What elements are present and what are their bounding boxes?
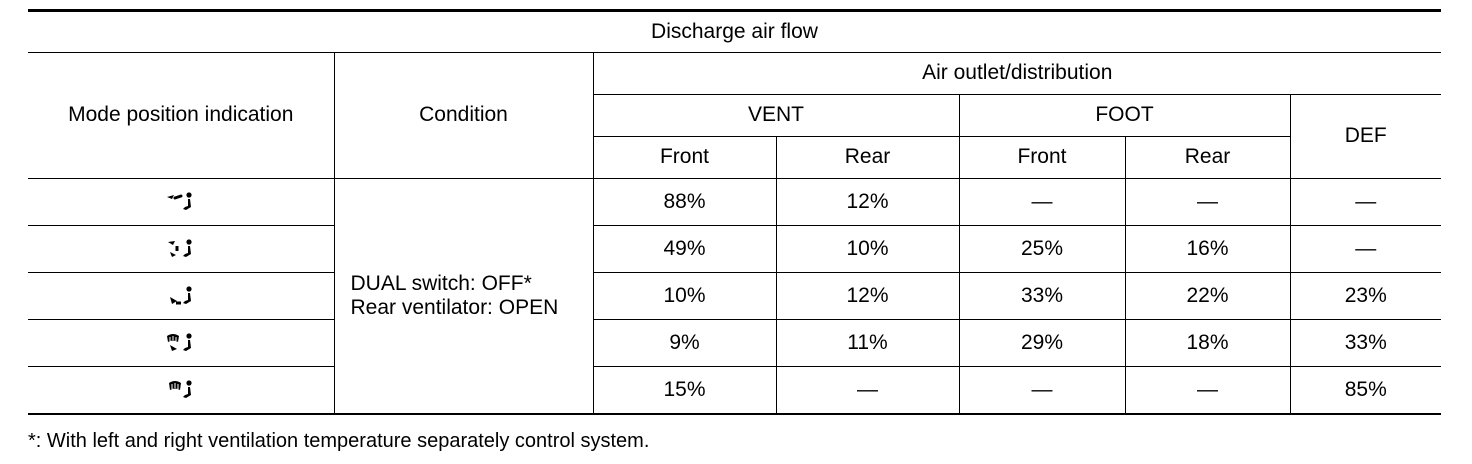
mode-vent-icon — [164, 189, 198, 215]
table-row — [28, 179, 1441, 226]
cell-def: 23% — [1290, 273, 1441, 320]
condition-line-dual: DUAL switch: OFF* — [350, 271, 532, 295]
header-mode: Mode position indication — [28, 53, 334, 179]
cell-foot-rear: 16% — [1125, 226, 1290, 273]
mode-cell — [28, 273, 334, 320]
cell-foot-rear: — — [1125, 179, 1290, 226]
discharge-air-flow-table-wrapper — [28, 9, 1441, 415]
header-vent-rear: Rear — [776, 137, 959, 179]
cell-foot-rear: — — [1125, 367, 1290, 414]
cell-foot-front: 33% — [959, 273, 1125, 320]
mode-cell — [28, 226, 334, 273]
cell-foot-front: 25% — [959, 226, 1125, 273]
cell-foot-rear: 18% — [1125, 320, 1290, 367]
cell-def: — — [1290, 226, 1441, 273]
header-air-outlet: Air outlet/distribution — [593, 53, 1441, 95]
cell-vent-front: 10% — [593, 273, 776, 320]
table-title: Discharge air flow — [28, 11, 1441, 53]
cell-vent-rear: — — [776, 367, 959, 414]
condition-cell — [334, 179, 593, 414]
cell-vent-front: 88% — [593, 179, 776, 226]
table-row — [28, 226, 1441, 273]
cell-vent-front: 15% — [593, 367, 776, 414]
cell-foot-front: — — [959, 367, 1125, 414]
header-def: DEF — [1290, 95, 1441, 179]
table-row — [28, 320, 1441, 367]
table-footnote: *: With left and right ventilation temperature separately control system. — [28, 430, 650, 452]
cell-vent-rear: 12% — [776, 179, 959, 226]
mode-def-icon — [164, 377, 198, 403]
cell-foot-rear: 22% — [1125, 273, 1290, 320]
header-vent-front: Front — [593, 137, 776, 179]
cell-vent-rear: 10% — [776, 226, 959, 273]
cell-vent-rear: 12% — [776, 273, 959, 320]
table-row — [28, 367, 1441, 414]
mode-foot-def-icon — [164, 330, 198, 356]
condition-line-rear-ventilator: Rear ventilator: OPEN — [350, 295, 559, 319]
header-vent: VENT — [593, 95, 959, 137]
cell-foot-front: — — [959, 179, 1125, 226]
mode-bilevel-icon — [164, 236, 198, 262]
cell-def: 33% — [1290, 320, 1441, 367]
cell-def: — — [1290, 179, 1441, 226]
cell-vent-rear: 11% — [776, 320, 959, 367]
header-foot: FOOT — [959, 95, 1290, 137]
mode-cell — [28, 367, 334, 414]
mode-cell — [28, 179, 334, 226]
discharge-air-flow-table — [28, 9, 1441, 415]
mode-foot-icon — [164, 283, 198, 309]
header-foot-rear: Rear — [1125, 137, 1290, 179]
mode-cell — [28, 320, 334, 367]
header-foot-front: Front — [959, 137, 1125, 179]
cell-vent-front: 9% — [593, 320, 776, 367]
cell-foot-front: 29% — [959, 320, 1125, 367]
header-condition: Condition — [334, 53, 593, 179]
cell-vent-front: 49% — [593, 226, 776, 273]
cell-def: 85% — [1290, 367, 1441, 414]
table-row — [28, 273, 1441, 320]
